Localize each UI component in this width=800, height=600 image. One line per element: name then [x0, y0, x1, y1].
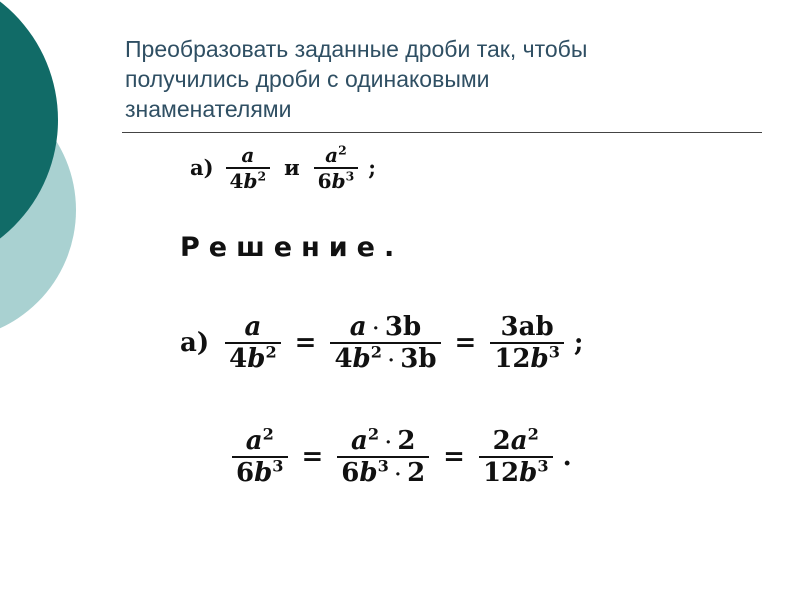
line2-rhs-fraction: $\frac{2a^2}{12b^3}$	[479, 426, 553, 488]
equals-sign: =	[454, 328, 477, 358]
solution-label: Решение.	[180, 232, 404, 263]
equals-sign: =	[443, 442, 465, 472]
line2-lhs-fraction: $\frac{a^2}{6b^3}$	[232, 426, 288, 488]
problem-fraction-2: $\frac{a^2}{6b^3}$	[314, 143, 359, 193]
problem-connector: и	[284, 155, 300, 181]
line1-mid-fraction: $\frac{a \cdot 3b}{4b^2 \cdot 3b}$	[330, 312, 440, 374]
solution-line-1	[180, 312, 584, 374]
equals-sign: =	[294, 328, 317, 358]
line2-end: .	[562, 442, 572, 472]
problem-fraction-1: $\frac{a}{4b^2}$	[226, 143, 271, 193]
title-line-1: Преобразовать заданные дроби так, чтобы	[125, 36, 588, 62]
title-line-3: знаменателями	[125, 96, 292, 122]
title-divider	[122, 132, 762, 133]
line2-mid-fraction: $\frac{a^2 \cdot 2}{6b^3 \cdot 2}$	[337, 426, 429, 488]
solution-line-2	[232, 426, 572, 488]
line1-end: ;	[573, 328, 584, 358]
equals-sign: =	[301, 442, 324, 472]
slide-title	[125, 34, 745, 124]
line1-rhs-fraction: $\frac{3ab}{12b^3}$	[490, 312, 564, 374]
title-line-2: получились дроби с одинаковыми	[125, 66, 490, 92]
line1-lhs-fraction: $\frac{a}{4b^2}$	[225, 312, 281, 374]
solution-line-1-label: а)	[180, 328, 210, 358]
problem-end: ;	[368, 155, 376, 181]
problem-label: а)	[190, 155, 214, 181]
problem-statement	[190, 143, 376, 193]
